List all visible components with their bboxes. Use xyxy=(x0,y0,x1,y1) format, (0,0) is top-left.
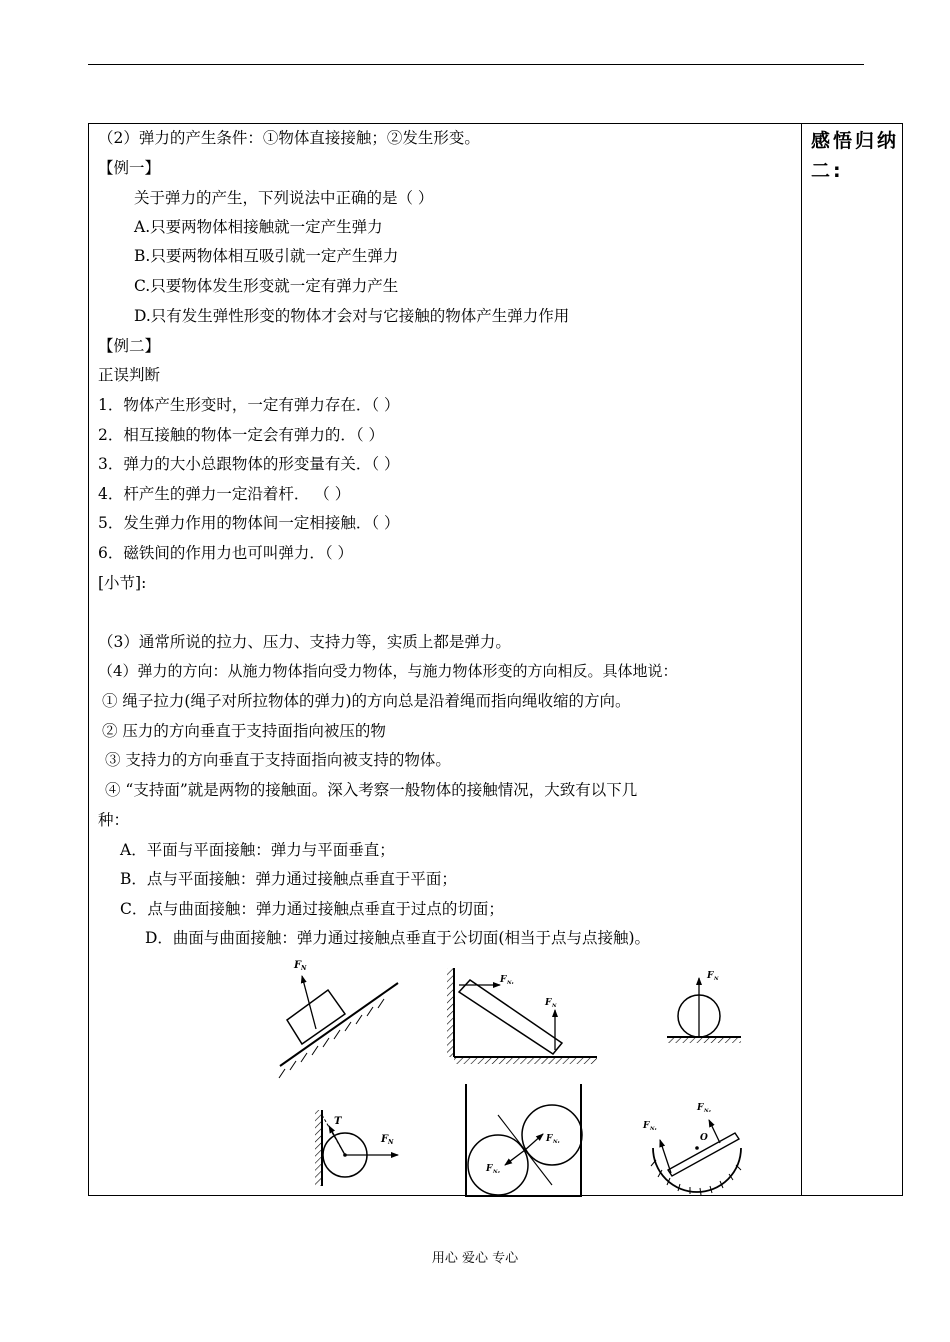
text-line: ② 压力的方向垂直于支持面指向被压的物 xyxy=(102,722,386,740)
text-line: C.只要物体发生形变就一定有弹力产生 xyxy=(134,277,399,295)
text-line: ③ 支持力的方向垂直于支持面指向被支持的物体。 xyxy=(105,751,451,769)
page-footer: 用心 爱心 专心 xyxy=(431,1251,519,1266)
figure-block-on-incline xyxy=(279,960,398,1078)
text-line: 2．相互接触的物体一定会有弹力的．（ ） xyxy=(98,426,385,444)
fn-sub: N xyxy=(552,1003,557,1009)
fn-sub: N xyxy=(714,976,719,982)
fn1-label: F xyxy=(546,1134,553,1144)
text-line: A．平面与平面接触：弹力与平面垂直； xyxy=(120,841,395,859)
fn2-label: F xyxy=(486,1164,493,1174)
fn-label: F xyxy=(545,998,552,1008)
text-line: A.只要两物体相接触就一定产生弹力 xyxy=(134,218,383,236)
fn-sub: N xyxy=(301,965,307,972)
fn2-label: F xyxy=(697,1103,704,1113)
text-line: 关于弹力的产生，下列说法中正确的是（ ） xyxy=(134,189,434,207)
text-line: B．点与平面接触：弹力通过接触点垂直于平面； xyxy=(120,870,457,888)
text-line: 3．弹力的大小总跟物体的形变量有关．（ ） xyxy=(98,455,400,473)
text-line: 1．物体产生形变时，一定有弹力存在．（ ） xyxy=(98,396,400,414)
side-note: 感悟归纳二: xyxy=(811,130,900,182)
text-line: ④ “支持面”就是两物的接触面。深入考察一般物体的接触情况，大致有以下几 xyxy=(105,781,638,799)
t-label: T xyxy=(334,1116,342,1127)
fn2-sub: N₂ xyxy=(493,1169,500,1175)
text-line: C．点与曲面接触：弹力通过接触点垂直于过点的切面； xyxy=(120,900,504,918)
o-label: O xyxy=(700,1133,708,1143)
fn-sub: N xyxy=(388,1139,394,1146)
text-line: 【例二】 xyxy=(98,337,161,355)
text-line: （3）通常所说的拉力、压力、支持力等，实质上都是弹力。 xyxy=(98,633,511,651)
text-line: D.只有发生弹性形变的物体才会对与它接触的物体产生弹力作用 xyxy=(134,307,570,325)
figure-rod-in-bowl xyxy=(642,1103,741,1195)
figure-hanging-ball xyxy=(315,1110,398,1186)
fn1-sub: N₁ xyxy=(650,1126,657,1132)
figure-two-balls-in-box xyxy=(466,1084,582,1197)
text-line: 4．杆产生的弹力一定沿着杆． （ ） xyxy=(98,485,351,503)
figure-rod-in-corner xyxy=(447,968,597,1064)
fn-label: F xyxy=(707,971,714,981)
text-line: ① 绳子拉力(绳子对所拉物体的弹力)的方向总是沿着绳而指向绳收缩的方向。 xyxy=(102,692,631,710)
fn-label: F xyxy=(381,1134,389,1145)
text-line: 6．磁铁间的作用力也可叫弹力．（ ） xyxy=(98,544,354,562)
fn1-sub: N₁ xyxy=(507,980,514,986)
fn-label: F xyxy=(294,960,302,971)
fn1-label: F xyxy=(500,975,507,985)
text-line: 【例一】 xyxy=(98,159,161,177)
fn1-label: F xyxy=(643,1121,650,1131)
text-line: （4）弹力的方向：从施力物体指向受力物体，与施力物体形变的方向相反。具体地说： xyxy=(98,662,678,680)
text-line: （2）弹力的产生条件：①物体直接接触；②发生形变。 xyxy=(98,129,480,147)
figure-ball-on-ground xyxy=(667,971,741,1043)
text-line: 5．发生弹力作用的物体间一定相接触．（ ） xyxy=(98,514,400,532)
text-line: D．曲面与曲面接触：弹力通过接触点垂直于公切面(相当于点与点接触)。 xyxy=(145,929,651,947)
text-line: 种： xyxy=(98,811,130,829)
fn1-sub: N₁ xyxy=(553,1139,560,1145)
fn2-sub: N₂ xyxy=(704,1108,711,1114)
text-line: B.只要两物体相互吸引就一定产生弹力 xyxy=(134,247,399,265)
text-line: 正误判断 xyxy=(98,366,161,384)
text-line: [小节]: xyxy=(98,574,147,592)
